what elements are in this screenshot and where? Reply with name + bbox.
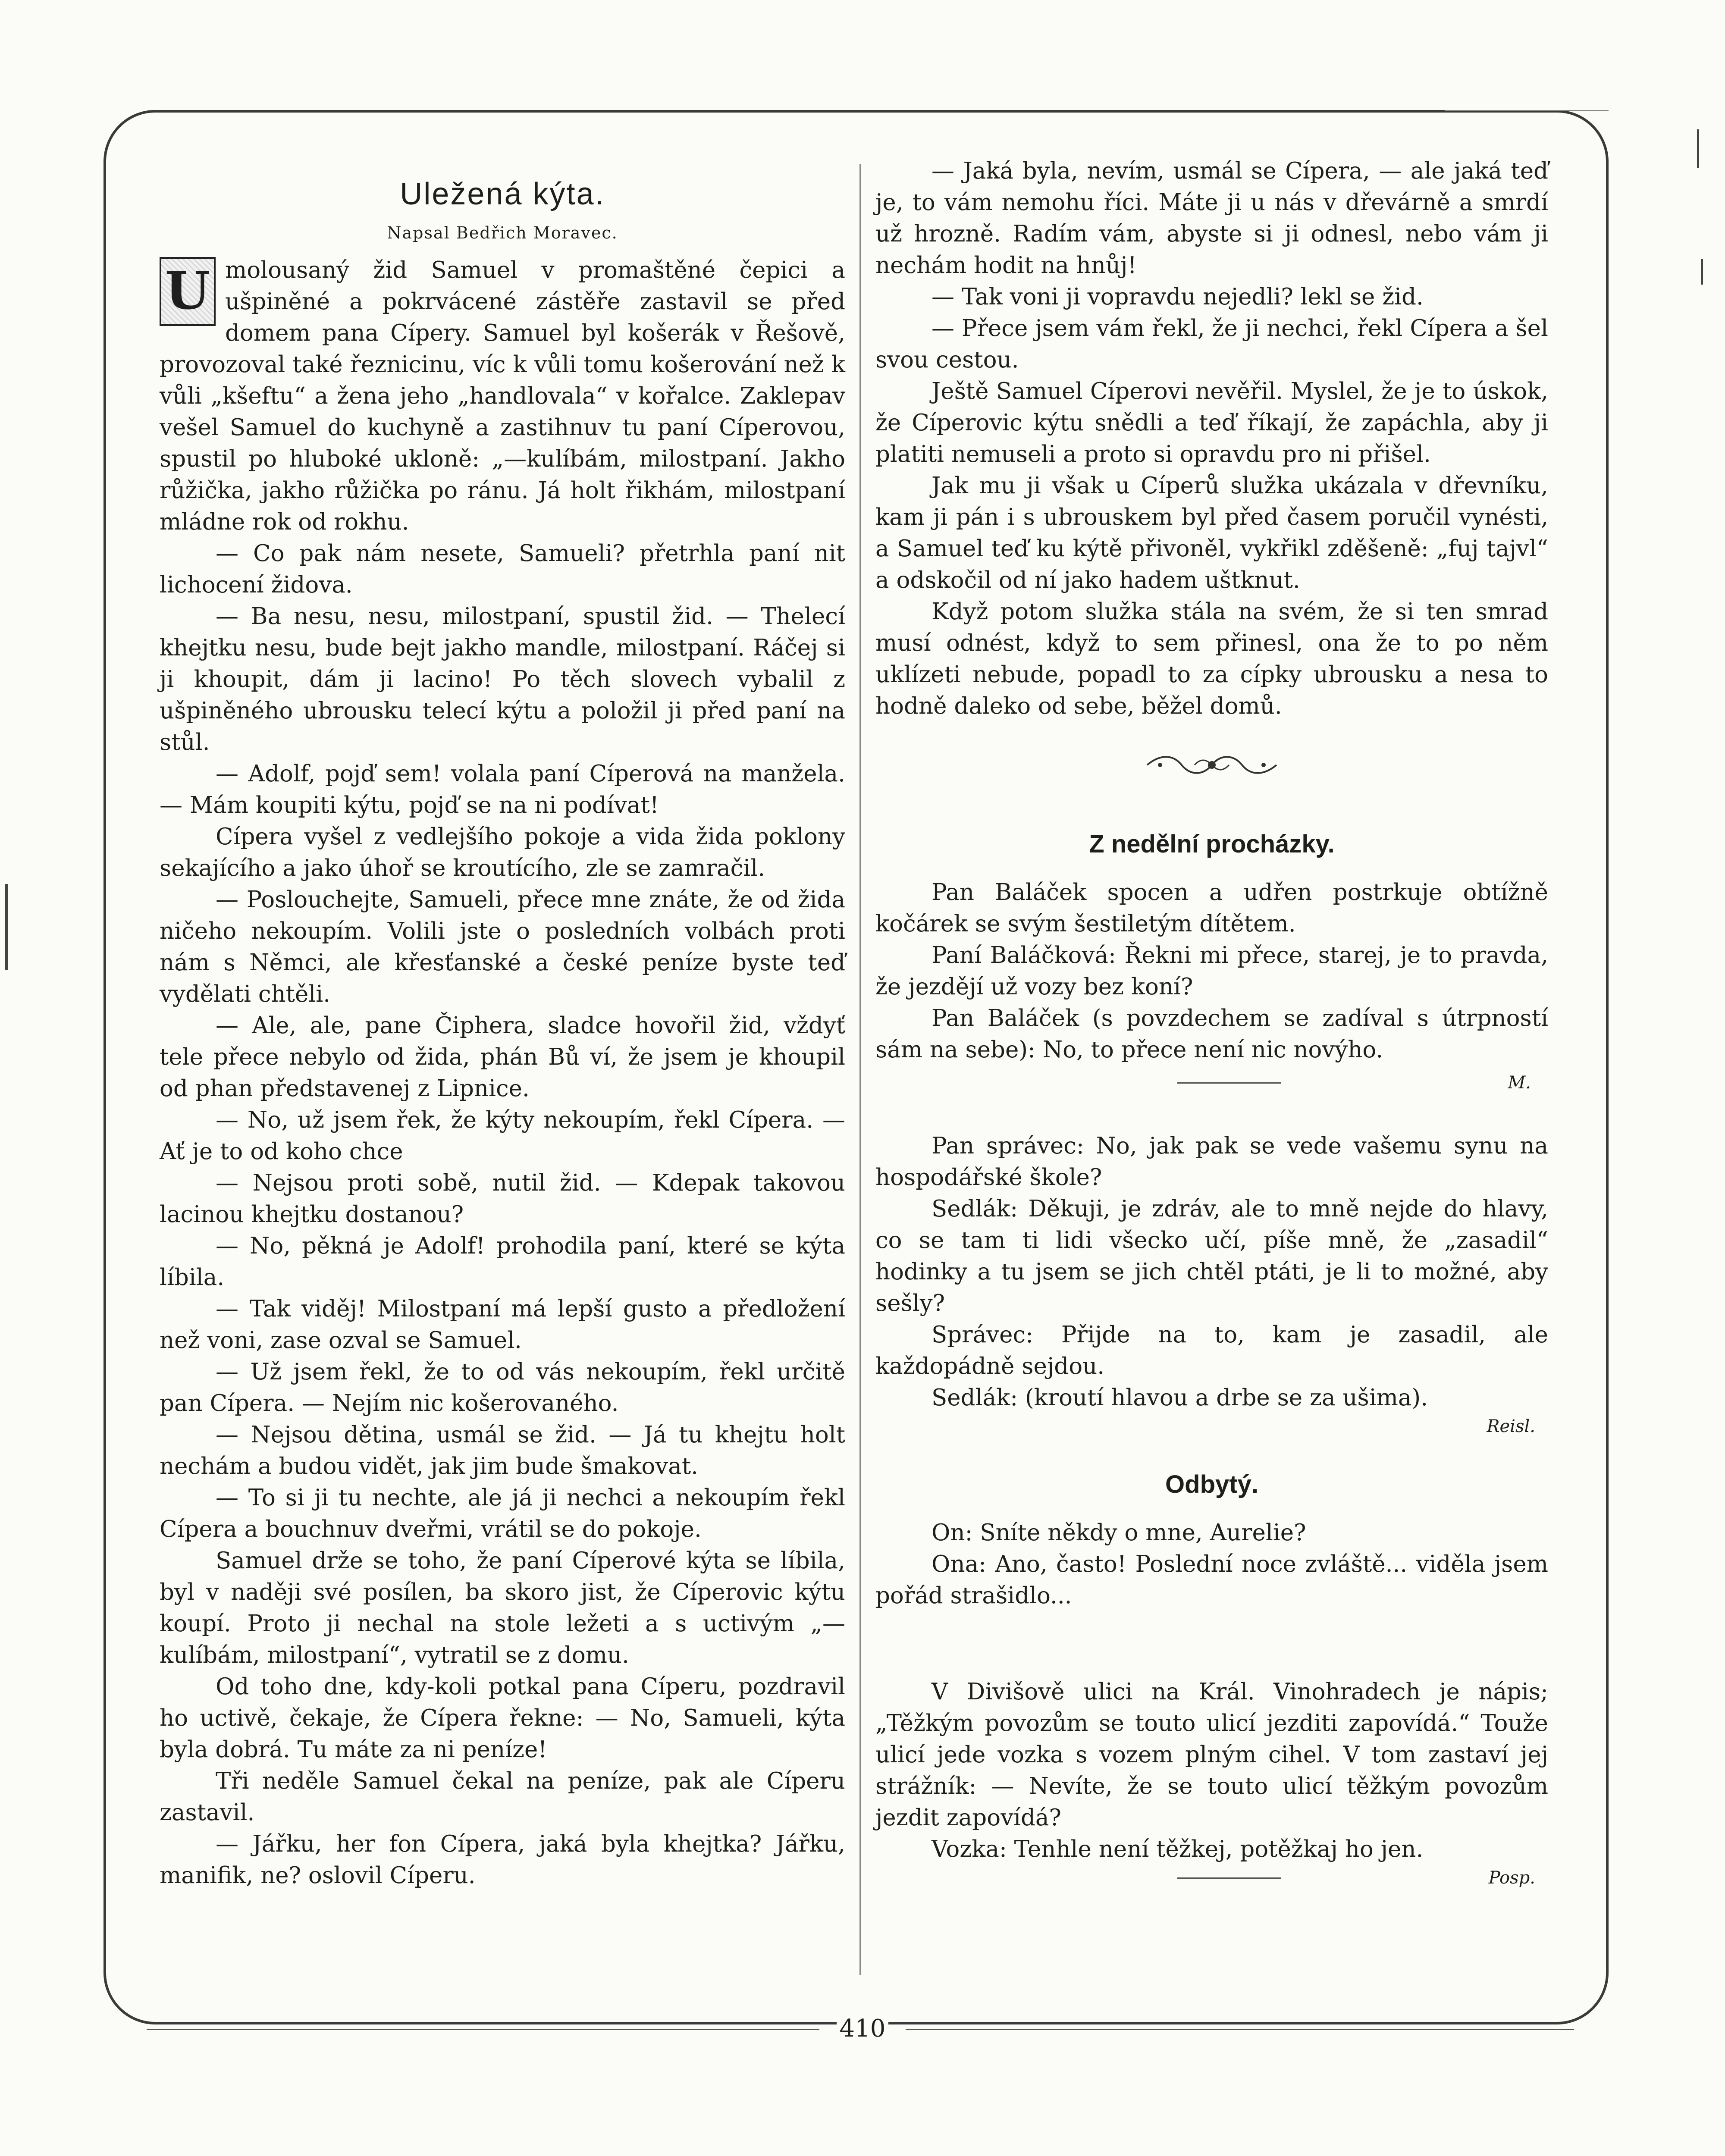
story-paragraph: — Ale, ale, pane Čiphera, sladce hovořil žid, vždyť tele přece nebylo od žida, phán Bů ví, že jsem je khoupil od phan představenej z Lipnice. [160,1012,845,1102]
dialogue-paragraph: Sedlák: Děkuji, je zdráv, ale to mně nejde do hlavy, co se tam ti lidi všecko učí, píše mně, že „zasadil“ hodinky a tu jsem se jich chtěl ptáti, je li to možné, aby sešly? [875,1196,1548,1316]
anecdote-paragraph: Vozka: Tenhle není těžkej, potěžkaj ho jen. [932,1836,1424,1862]
left-column [160,155,845,1891]
top-rule [1445,110,1609,111]
story-paragraph: — Ba nesu, nesu, milostpaní, spustil žid. — Thelecí khejtku nesu, bude bejt jakho mandle, milostpaní. Ráčej si ji khoupit, dám ji lacino! Po těch slovech vybalil z ušpiněného ubrousku telecí kýtu a položil ji před paní na stůl. [160,603,845,755]
anecdote-paragraph: V Divišově ulici na Král. Vinohradech je nápis; „Těžkým povozům se touto ulicí jezditi zapovídá.“ Touže ulicí jede vozka s vozem plným cihel. V tom zastaví jej strážník: — Nevíte, že se touto ulicí těžkým povozům jezdit zapovídá? [875,1679,1548,1831]
story-paragraph: — Nejsou proti sobě, nutil žid. — Kdepak takovou lacinou khejtku dostanou? [160,1170,845,1228]
bottom-rule-left [147,2029,819,2030]
dialogue-paragraph: On: Sníte někdy o mne, Aurelie? [932,1520,1306,1546]
dialogue-paragraph: Paní Baláčková: Řekni mi přece, starej, je to pravda, že jezdějí už vozy bez koní? [875,942,1548,1000]
story-paragraph: — Jaká byla, nevím, usmál se Cípera, — ale jaká teď je, to vám nemohu říci. Máte ji u nás v dřevárně a smrdí už hrozně. Radím vám, abyste si ji odnesl, nebo vám ji nechám hodit na hnůj! [875,158,1548,279]
story-paragraph: Ještě Samuel Cíperovi nevěřil. Myslel, že je to úskok, že Cíperovic kýtu snědli a teď říkají, že zapáchla, aby ji platiti nemuseli a proto si opravdu pro ni přišel. [875,378,1548,467]
story-paragraph: — Tak viděj! Milostpaní má lepší gusto a předložení než voni, zase ozval se Samuel. [160,1296,845,1354]
bottom-rule-right [906,2029,1574,2030]
dialogue-paragraph: Ona: Ano, často! Poslední noce zvláště... viděla jsem pořád strašidlo... [875,1551,1548,1609]
section-title-prochazka: Z nedělní procházky. [1089,830,1335,858]
first-paragraph-text: molousaný žid Samuel v promaštěné čepici a ušpiněné a pokrvácené zástěře zastavil se před domem pana Cípery. Samuel byl košerák v Řešově, provozoval také řeznicinu, víc k vůli tomu košerování než k vůli „kšeftu“ a žena jeho „handlovala“ v kořalce. Zaklepav vešel Samuel do kuchyně a zastihnuv tu paní Cíperovou, spustil po hluboké ukloně: „—kulíbám, milostpaní. Jakho růžička, jakho růžička po ránu. Já holt řikhám, milostpaní mládne rok od rokhu. [160,257,845,535]
story-paragraph: — Nejsou dětina, usmál se žid. — Já tu khejtu holt nechám a budou vidět, jak jim bude šmakovat. [160,1422,845,1479]
story-paragraph: Když potom služka stála na svém, že si ten smrad musí odnést, když to sem přinesl, ona že to po něm uklízeti nebude, popadl to za cípky ubrousku a nesa to hodně daleko od sebe, běžel domů. [875,599,1548,719]
signature: M. [1508,1073,1531,1093]
dialogue-paragraph: Pan Baláček spocen a udřen postrkuje obtížně kočárek se svým šestiletým dítětem. [875,879,1548,937]
story-paragraph: — Tak voni ji vopravdu nejedli? lekl se žid. [932,284,1424,310]
story-paragraph: Samuel drže se toho, že paní Cíperové kýta se líbila, byl v naději své posílen, ba skoro jist, že Cíperovic kýtu koupí. Proto ji nechal na stole ležeti a s uctivým „—kulíbám, milostpaní“, vytratil se z domu. [160,1548,845,1668]
story-paragraph: — Už jsem řekl, že to od vás nekoupím, řekl určitě pan Cípera. — Nejím nic košerovaného. [160,1359,845,1416]
decorated-initial: U [160,257,216,326]
story-paragraph: Jak mu ji však u Cíperů služka ukázala v dřevníku, kam ji pán i s ubrouskem byl před časem poručil vynésti, a Samuel teď ku kýtě přivoněl, vykřikl zděšeně: „fuj tajvl“ a odskočil od ní jako hadem uštknut. [875,473,1548,593]
story-paragraph: — To si ji tu nechte, ale já ji nechci a nekoupím řekl Cípera a bouchnuv dveřmi, vrátil se do pokoje. [160,1485,845,1542]
signature: Posp. [1488,1868,1535,1888]
page-number: 410 [837,2014,888,2044]
story-paragraph: — No, už jsem řek, že kýty nekoupím, řekl Cípera. — Ať je to od koho chce [160,1107,845,1165]
story-paragraph: Tři neděle Samuel čekal na peníze, pak ale Cíperu zastavil. [160,1768,845,1826]
edge-mark [1701,259,1703,285]
story-paragraph: Cípera vyšel z vedlejšího pokoje a vida žida poklony sekajícího a jako úhoř se kroutícího, zle se zamračil. [160,824,845,881]
story-title: Uležená kýta. [400,177,605,211]
short-rule [1177,1082,1281,1084]
dialogue-paragraph: Správec: Přijde na to, kam je zasadil, ale každopádně sejdou. [875,1322,1548,1379]
short-rule [1177,1877,1281,1879]
story-paragraph: — Co pak nám nesete, Samueli? přetrhla paní nit lichocení židova. [160,540,845,598]
section-title-odbyty: Odbytý. [1165,1470,1258,1498]
story-paragraph: — Přece jsem vám řekl, že ji nechci, řekl Cípera a šel svou cestou. [875,315,1548,373]
column-divider [859,164,861,1975]
edge-mark [1697,129,1699,168]
dialogue-paragraph: Pan Baláček (s povzdechem se zadíval s útrpností sám na sebe): No, to přece není nic novýho. [875,1005,1548,1063]
dialogue-paragraph: Sedlák: (kroutí hlavou a drbe se za ušima). [932,1385,1428,1411]
edge-mark [5,884,8,970]
story-paragraph: — No, pěkná je Adolf! prohodila paní, které se kýta líbila. [160,1233,845,1291]
story-paragraph: — Poslouchejte, Samueli, přece mne znáte, že od žida ničeho nekoupím. Volili jste o posledních volbách proti nám s Němci, ale křesťanské a české peníze byste teď vydělati chtěli. [160,887,845,1007]
signature: Reisl. [1487,1416,1535,1436]
story-author: Napsal Bedřich Moravec. [387,223,618,242]
story-paragraph: — Jářku, her fon Cípera, jaká byla khejtka? Jářku, manifik, ne? oslovil Cíperu. [160,1831,845,1889]
story-paragraph: Od toho dne, kdy-koli potkal pana Cíperu, pozdravil ho uctivě, čekaje, že Cípera řekne: — No, Samueli, kýta byla dobrá. Tu máte za ni peníze! [160,1673,845,1763]
floral-ornament-icon [875,752,1548,786]
story-paragraph: — Adolf, pojď sem! volala paní Cíperová na manžela. — Mám koupiti kýtu, pojď se na ni podívat! [160,761,845,818]
right-column [875,155,1548,1891]
story-first-paragraph [160,254,845,538]
dialogue-paragraph: Pan správec: No, jak pak se vede vašemu synu na hospodářské škole? [875,1133,1548,1191]
